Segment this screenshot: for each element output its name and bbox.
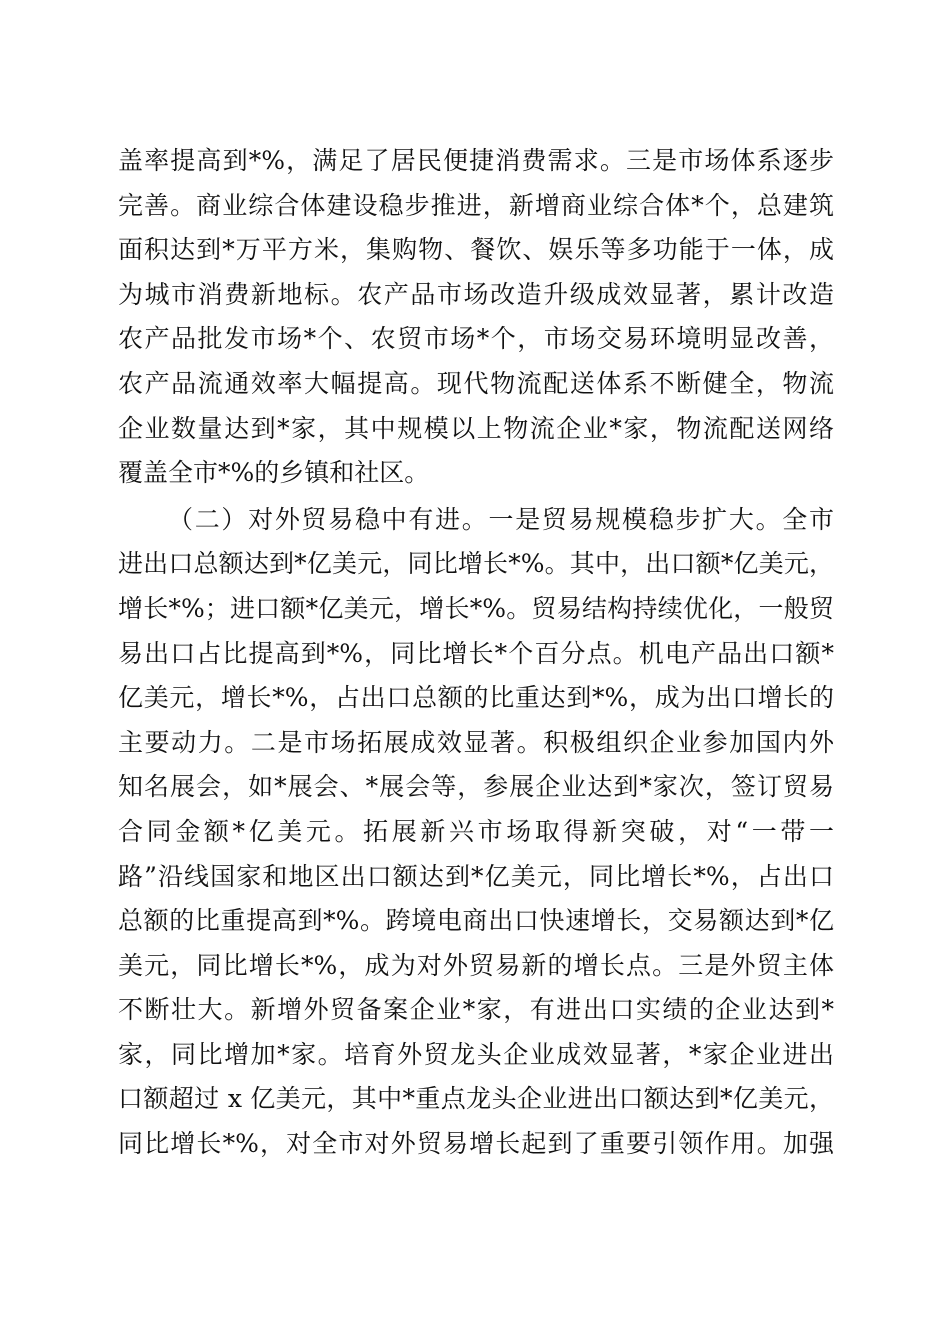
paragraph-line: 路”沿线国家和地区出口额达到*亿美元，同比增长*%，占出口	[118, 861, 834, 891]
paragraph-line: 主要动力。二是市场拓展成效显著。积极组织企业参加国内外	[118, 727, 834, 757]
paragraph-line: 进出口总额达到*亿美元，同比增长*%。其中，出口额*亿美元，	[118, 549, 834, 579]
paragraph-line: 增长*%；进口额*亿美元，增长*%。贸易结构持续优化，一般贸	[118, 593, 834, 623]
paragraph-line: 农产品批发市场*个、农贸市场*个，市场交易环境明显改善，	[118, 324, 834, 354]
paragraph-2	[118, 498, 834, 1167]
paragraph-line: 不断壮大。新增外贸备案企业*家，有进出口实绩的企业达到*	[118, 995, 834, 1025]
paragraph-line: 企业数量达到*家，其中规模以上物流企业*家，物流配送网络	[118, 413, 834, 443]
paragraph-line: 家，同比增加*家。培育外贸龙头企业成效显著，*家企业进出	[118, 1039, 834, 1069]
paragraph-line: 美元，同比增长*%，成为对外贸易新的增长点。三是外贸主体	[118, 950, 834, 980]
paragraph-line: 同比增长*%，对全市对外贸易增长起到了重要引领作用。加强	[118, 1129, 834, 1159]
paragraph-line: 口额超过 x 亿美元，其中*重点龙头企业进出口额达到*亿美元，	[118, 1084, 834, 1114]
paragraph-line: 盖率提高到*%，满足了居民便捷消费需求。三是市场体系逐步	[118, 146, 834, 175]
paragraph-line: 覆盖全市*%的乡镇和社区。	[118, 458, 430, 488]
body-text	[118, 139, 834, 1167]
paragraph-line: 总额的比重提高到*%。跨境电商出口快速增长，交易额达到*亿	[118, 906, 834, 936]
paragraph-line: 为城市消费新地标。农产品市场改造升级成效显著，累计改造	[118, 279, 834, 309]
paragraph-heading-line: （二）对外贸易稳中有进。一是贸易规模稳步扩大。全市	[168, 504, 834, 534]
paragraph-line: 面积达到*万平方米，集购物、餐饮、娱乐等多功能于一体，成	[118, 235, 834, 265]
paragraph-line: 合同金额*亿美元。拓展新兴市场取得新突破，对“一带一	[118, 816, 834, 846]
paragraph-line: 易出口占比提高到*%，同比增长*个百分点。机电产品出口额*	[118, 638, 834, 668]
paragraph-line: 亿美元，增长*%，占出口总额的比重达到*%，成为出口增长的	[118, 683, 834, 713]
paragraph-line: 知名展会，如*展会、*展会等，参展企业达到*家次，签订贸易	[118, 772, 834, 802]
paragraph-line: 完善。商业综合体建设稳步推进，新增商业综合体*个，总建筑	[118, 190, 834, 220]
paragraph-line: 农产品流通效率大幅提高。现代物流配送体系不断健全，物流	[118, 368, 834, 398]
paragraph-1	[118, 139, 834, 496]
